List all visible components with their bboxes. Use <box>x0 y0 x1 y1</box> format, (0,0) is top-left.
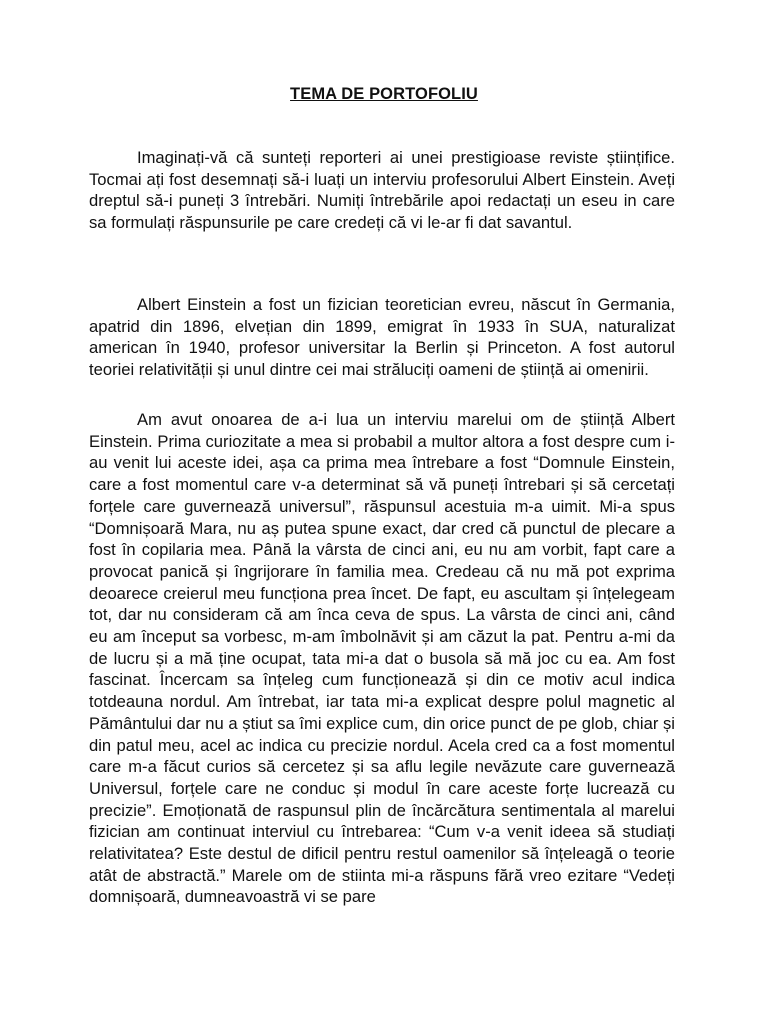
document-title: TEMA DE PORTOFOLIU <box>290 85 478 103</box>
assignment-paragraph: Imaginați-vă că sunteți reporteri ai unei prestigioase reviste științifice. Tocmai ați fost desemnați să-i luați un interviu profesorului Albert Einstein. Aveți dreptul să-i puneți 3 întrebări. Numiți întrebările apoi redactați un eseu in care sa formulați răspunsurile pe care credeți că vi le-ar fi dat savantul. <box>89 148 675 233</box>
biography-paragraph: Albert Einstein a fost un fizician teoretician evreu, născut în Germania, apatrid din 1896, elvețian din 1899, emigrat în 1933 în SUA, naturalizat american în 1940, profesor universitar la Berlin și Princeton. A fost autorul teoriei relativității și unul dintre cei mai străluciți oameni de știință ai omenirii. <box>89 295 675 380</box>
interview-paragraph: Am avut onoarea de a-i lua un interviu marelui om de știință Albert Einstein. Prima curiozitate a mea si probabil a multor altora a fost despre cum i-au venit lui aceste idei, așa ca prima mea întrebare a fost “Domnule Einstein, care a fost momentul care v-a determinat să vă puneți întrebari și să cercetați forțele care guvernează universul”, răspunsul acestuia m-a uimit. Mi-a spus “Domnișoară Mara, nu aș putea spune exact, dar cred că punctul de plecare a fost în copilaria mea. Până la vârsta de cinci ani, eu nu am vorbit, fapt care a provocat panică și îngrijorare în familia mea. Credeau că nu mă pot exprima deoarece creierul meu funcționa prea încet. De fapt, eu ascultam și înțelegeam tot, dar nu consideram că am înca ceva de spus. La vârsta de cinci ani, când eu am început sa vorbesc, m-am îmbolnăvit și am căzut la pat. Pentru a-mi da de lucru și a mă ține ocupat, tata mi-a dat o busola să mă joc cu ea. Am fost fascinat. Încercam sa înțeleg cum funcționează și din ce motiv acul indica totdeauna nordul. Am întrebat, iar tata mi-a explicat despre polul magnetic al Pământului dar nu a știut sa îmi explice cum, din orice punct de pe glob, chiar și din patul meu, acel ac indica cu precizie nordul. Acela cred ca a fost momentul care m-a făcut curios să cercetez și sa aflu legile nevăzute care guvernează Universul, forțele care ne conduc și modul în care aceste forțe lucrează cu precizie”. Emoționată de raspunsul plin de încărcătura sentimentala al marelui fizician am continuat interviul cu întrebarea: “Cum v-a venit ideea să studiați relativitatea? Este destul de dificil pentru restul oamenilor să înțeleagă o teorie atât de abstractă.” Marele om de stiinta mi-a răspuns fără vreo ezitare “Vedeți domnișoară, dumneavoastră vi se pare <box>89 410 675 907</box>
